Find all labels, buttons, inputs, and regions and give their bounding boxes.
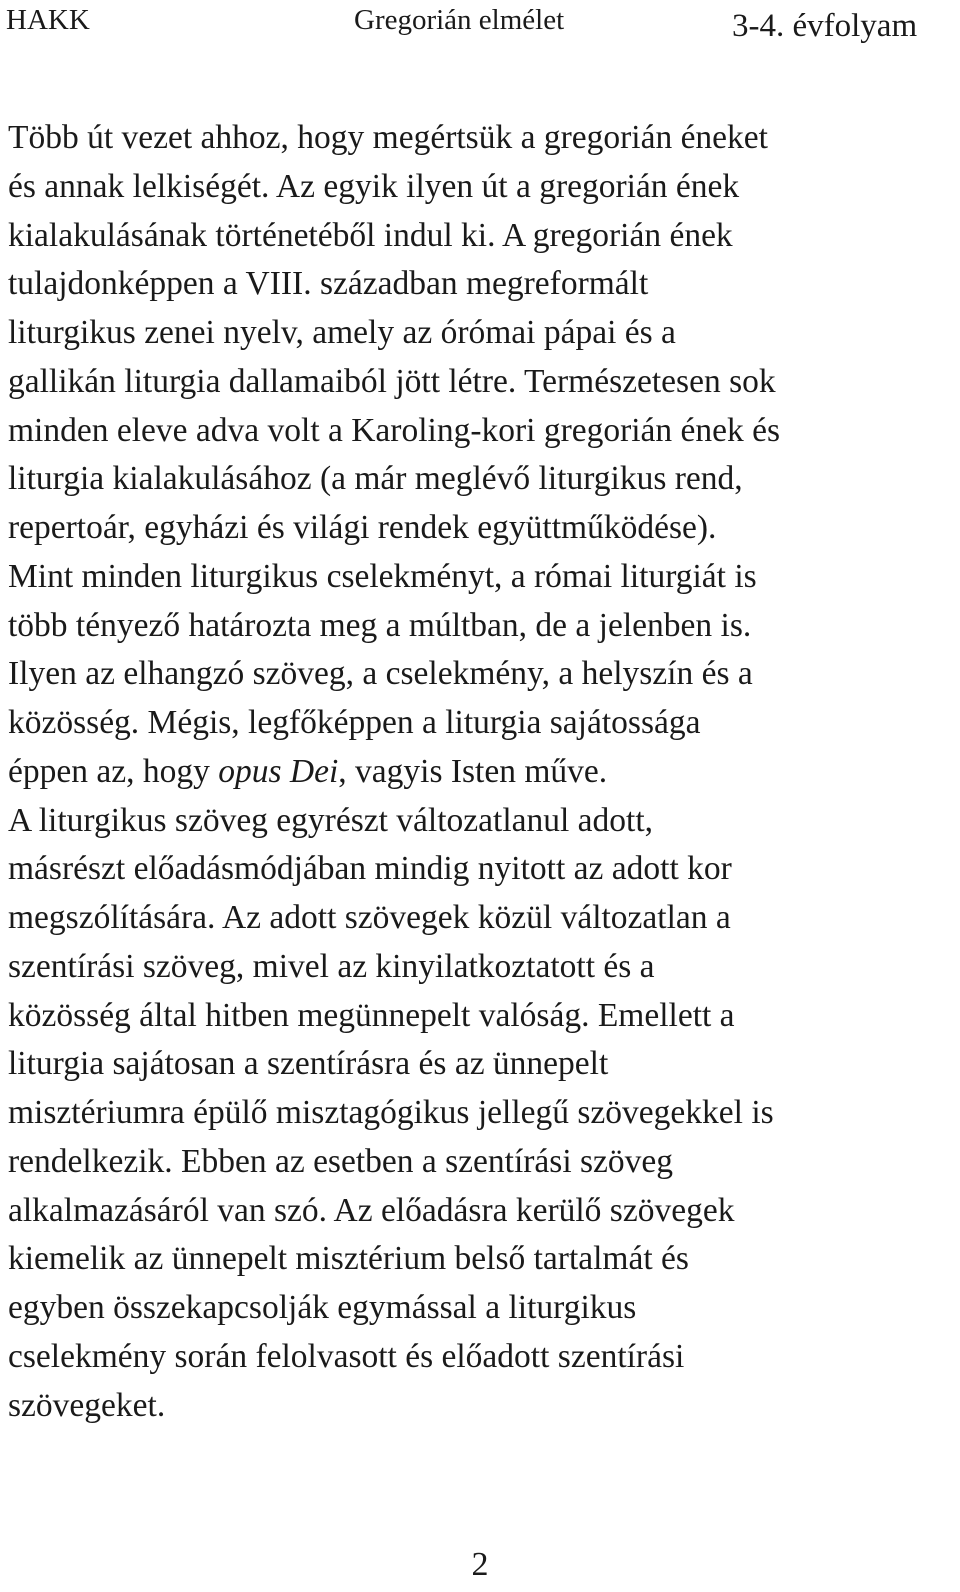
header-grade: 3-4. évfolyam xyxy=(732,8,918,44)
text-line: megszólítására. Az adott szövegek közül változatlan a xyxy=(8,899,731,936)
header-left-text: HAKK xyxy=(6,4,90,36)
paragraph xyxy=(8,114,953,1430)
text-line: liturgikus zenei nyelv, amely az órómai pápai és a xyxy=(8,314,676,351)
body-text xyxy=(8,114,953,1430)
text-line: szövegeket. xyxy=(8,1386,166,1424)
text-line: közösség által hitben megünnepelt valóság. Emellett a xyxy=(8,996,735,1034)
text-segment: , vagyis Isten műve. xyxy=(338,752,608,790)
text-line: rendelkezik. Ebben az esetben a szentírási szöveg xyxy=(8,1142,674,1180)
text-line: misztériumra épülő misztagógikus jellegű szövegekkel is xyxy=(8,1094,774,1131)
text-segment: éppen az, hogy xyxy=(8,752,219,790)
text-line xyxy=(8,748,953,797)
text-line: szentírási szöveg, mivel az kinyilatkoztatott és a xyxy=(8,947,655,985)
text-line: Mint minden liturgikus cselekményt, a római liturgiát is xyxy=(8,557,757,595)
text-line: tulajdonképpen a VIII. században megreformált xyxy=(8,265,649,303)
text-line: gallikán liturgia dallamaiból jött létre. Természetesen sok xyxy=(8,362,776,400)
text-line: A liturgikus szöveg egyrészt változatlanul adott, xyxy=(8,801,654,839)
text-line: liturgia sajátosan a szentírásra és az ünnepelt xyxy=(8,1045,609,1083)
header-title: Gregorián elmélet xyxy=(354,4,565,36)
text-line: másrészt előadásmódjában mindig nyitott az adott kor xyxy=(8,850,732,888)
italic-term: opus Dei xyxy=(218,752,339,790)
page-header xyxy=(0,0,960,60)
text-line: egyben összekapcsolják egymással a liturgikus xyxy=(8,1289,637,1326)
text-line: közösség. Mégis, legfőképpen a liturgia sajátossága xyxy=(8,704,701,741)
text-line: liturgia kialakulásához (a már meglévő liturgikus rend, xyxy=(8,460,743,498)
text-line: Több út vezet ahhoz, hogy megértsük a gregorián éneket xyxy=(8,119,768,156)
text-line: kialakulásának történetéből indul ki. A gregorián ének xyxy=(8,216,733,254)
text-line: repertoár, egyházi és világi rendek együttműködése). xyxy=(8,509,717,546)
page-number: 2 xyxy=(471,1546,489,1583)
text-line: kiemelik az ünnepelt misztérium belső tartalmát és xyxy=(8,1240,689,1278)
text-line: cselekmény során felolvasott és előadott szentírási xyxy=(8,1337,685,1375)
text-line: és annak lelkiségét. Az egyik ilyen út a gregorián ének xyxy=(8,167,740,205)
text-line: Ilyen az elhangzó szöveg, a cselekmény, a helyszín és a xyxy=(8,655,753,693)
text-line: alkalmazásáról van szó. Az előadásra kerülő szövegek xyxy=(8,1191,735,1229)
text-line: minden eleve adva volt a Karoling-kori gregorián ének és xyxy=(8,411,781,449)
text-line: több tényező határozta meg a múltban, de a jelenben is. xyxy=(8,606,752,644)
